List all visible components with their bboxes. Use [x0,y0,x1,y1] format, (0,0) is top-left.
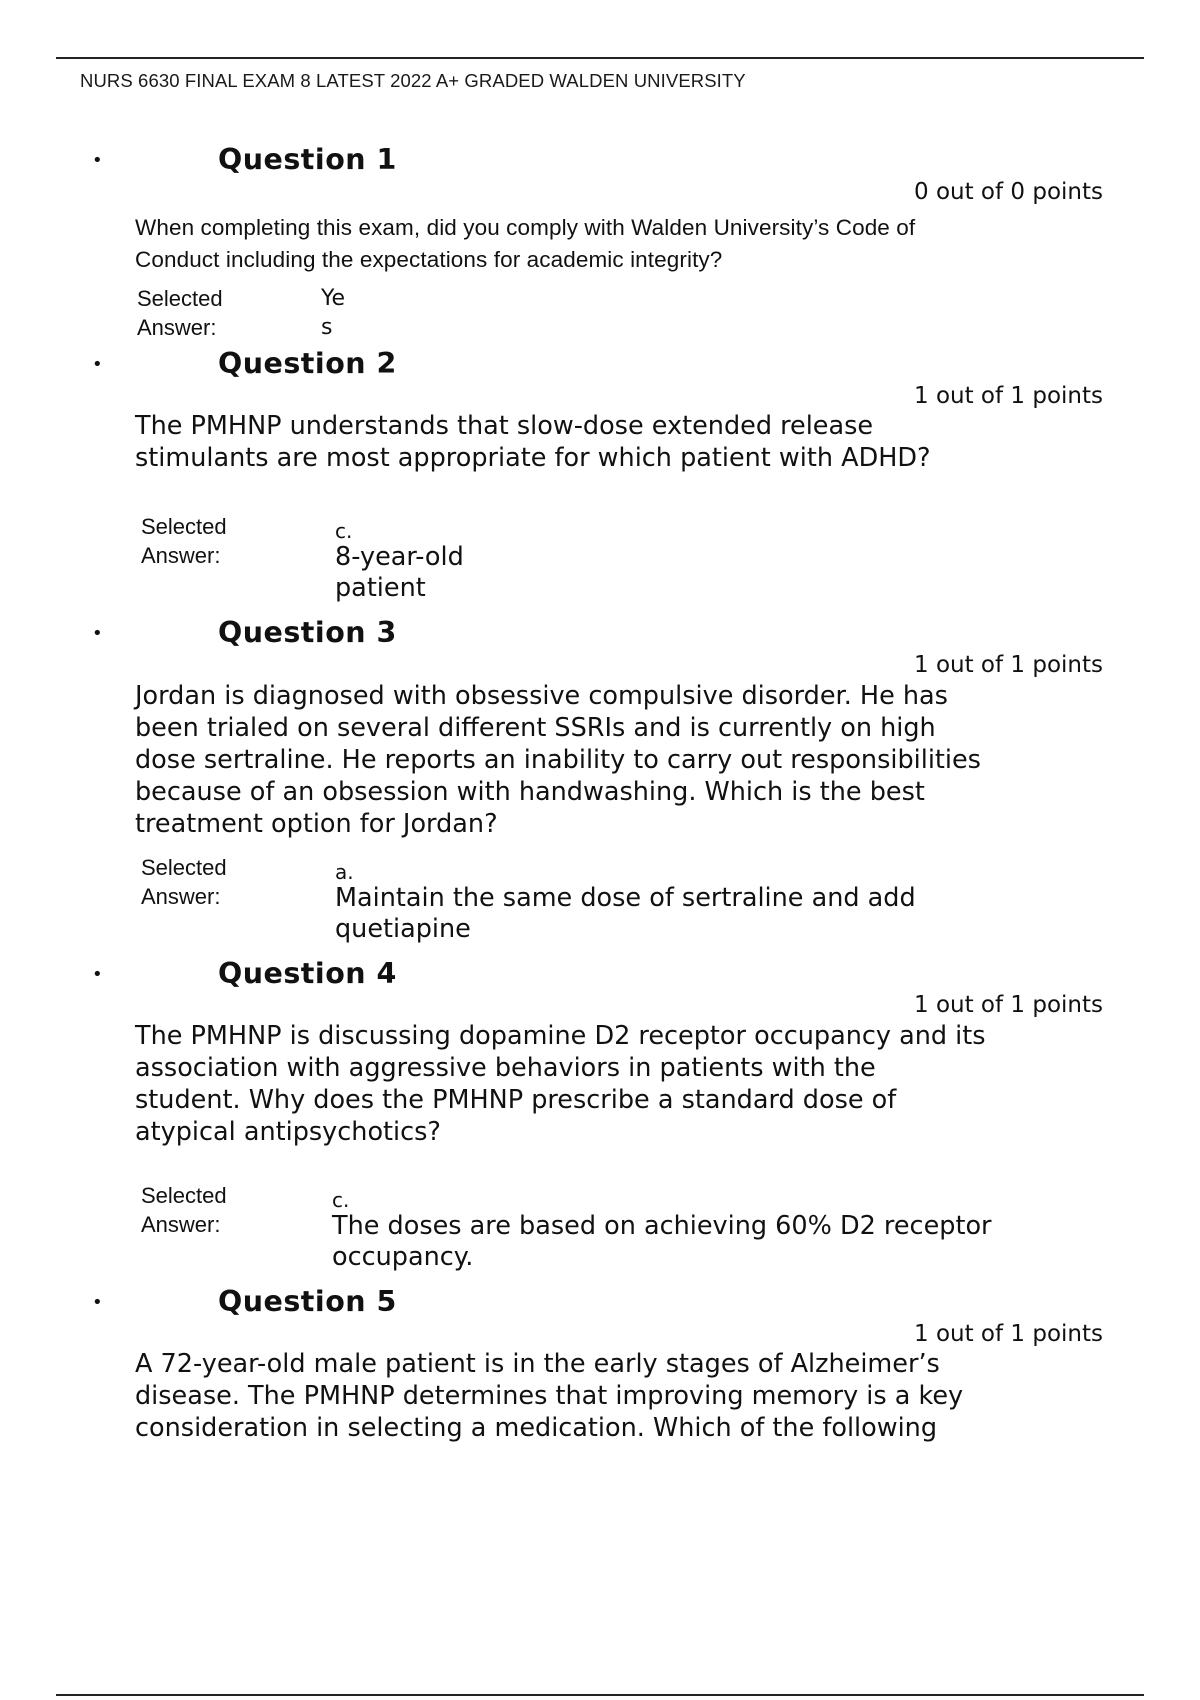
selected-answer-letter: a. [335,860,354,884]
question-title: Question 4 [218,957,397,990]
bullet: • [92,1292,103,1313]
question-title: Question 3 [218,616,397,649]
question-title: Question 1 [218,143,397,176]
selected-answer-text: The doses are based on achieving 60% D2 receptor occupancy. [332,1211,992,1272]
bullet: • [92,623,103,644]
selected-answer-letter: c. [335,519,353,543]
top-rule [56,57,1144,59]
question-text: The PMHNP understands that slow-dose extended release stimulants are most appropriate for which patient with ADHD? [135,411,931,473]
bullet: • [92,150,103,171]
bullet: • [92,354,103,375]
question-text: When completing this exam, did you comply with Walden University’s Code of Conduct including the expectations for academic integrity? [135,215,916,272]
selected-answer-label: Selected Answer: [137,286,223,340]
question-title: Question 2 [218,347,397,380]
selected-answer-label: Selected Answer: [141,855,227,909]
question-text: A 72-year-old male patient is in the early stages of Alzheimer’s disease. The PMHNP determines that improving memory is a key consideration in selecting a medication. Which of the following [135,1349,964,1443]
question-points: 0 out of 0 points [914,179,1103,205]
selected-answer-text: 8-year-old patient [335,542,464,603]
question-points: 1 out of 1 points [914,652,1103,678]
question-text: The PMHNP is discussing dopamine D2 receptor occupancy and its association with aggressive behaviors in patients with the student. Why does the PMHNP prescribe a standard dose of atypical antipsychotics? [135,1021,986,1147]
selected-answer-text: Maintain the same dose of sertraline and add quetiapine [335,883,916,944]
selected-answer-text: Ye s [321,286,346,340]
bullet: • [92,964,103,985]
selected-answer-label: Selected Answer: [141,1183,227,1237]
document-header: NURS 6630 FINAL EXAM 8 LATEST 2022 A+ GRADED WALDEN UNIVERSITY [80,70,746,91]
question-points: 1 out of 1 points [914,383,1103,409]
question-points: 1 out of 1 points [914,992,1103,1018]
bottom-rule [56,1694,1144,1696]
selected-answer-letter: c. [332,1188,350,1212]
selected-answer-label: Selected Answer: [141,514,227,568]
question-title: Question 5 [218,1285,397,1318]
question-text: Jordan is diagnosed with obsessive compulsive disorder. He has been trialed on several different SSRIs and is currently on high dose sertraline. He reports an inability to carry out responsibilities because of an obsession with handwashing. Which is the best treatment option for Jordan? [135,681,981,839]
question-points: 1 out of 1 points [914,1321,1103,1347]
